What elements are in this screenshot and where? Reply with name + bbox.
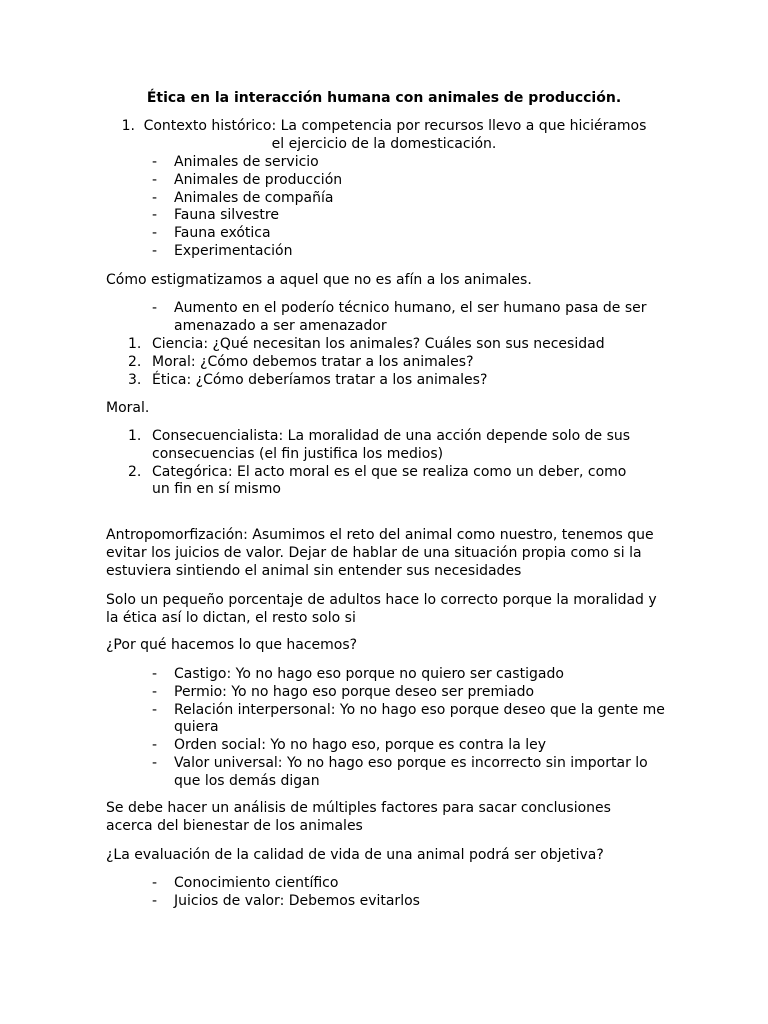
list-item: - Conocimiento científico — [150, 875, 670, 893]
list-number: 1. — [128, 428, 142, 444]
paragraph-stigma: Cómo estigmatizamos a aquel que no es afín a los animales. — [106, 272, 532, 288]
power-list — [150, 300, 650, 336]
document-title: Ética en la interacción humana con animales de producción. — [146, 90, 622, 106]
evaluation-list — [150, 875, 670, 911]
list-item: - Aumento en el poderío técnico humano, el ser humano pasa de ser amenazado a ser amenazador — [150, 300, 650, 336]
list-item — [128, 372, 668, 390]
list-text: Moral: ¿Cómo debemos tratar a los animales? — [152, 353, 474, 370]
list-item: - Castigo: Yo no hago eso porque no quiero ser castigado — [150, 666, 665, 684]
paragraph-analysis: Se debe hacer un análisis de múltiples factores para sacar conclusiones acerca del bienestar de los animales — [106, 800, 611, 834]
intro-line-1: Contexto histórico: La competencia por recursos llevo a que hiciéramos — [143, 118, 647, 134]
list-item — [128, 428, 648, 464]
list-text: Ciencia: ¿Qué necesitan los animales? Cuáles son sus necesidad — [152, 336, 605, 352]
intro-line-2: el ejercicio de la domesticación. — [271, 135, 497, 152]
list-item — [128, 354, 668, 372]
intro-number: 1. — [121, 118, 135, 134]
animal-types-list — [150, 154, 670, 261]
paragraph-antropomorfizacion: Antropomorfización: Asumimos el reto del animal como nuestro, tenemos que evitar los juicios de valor. Dejar de hablar de una situación propia como si la estuviera sintiendo el animal sin entender sus necesidades — [106, 527, 654, 579]
list-number: 2. — [128, 353, 142, 370]
list-number: 1. — [128, 336, 142, 352]
list-item: - Fauna exótica — [150, 225, 670, 243]
paragraph-moral: Moral. — [106, 400, 150, 416]
intro-item — [0, 118, 768, 154]
list-item: - Orden social: Yo no hago eso, porque es contra la ley — [150, 737, 665, 755]
paragraph-adults: Solo un pequeño porcentaje de adultos hace lo correcto porque la moralidad y la ética así lo dictan, el resto solo si — [106, 592, 657, 626]
moral-types-list — [128, 428, 648, 499]
list-number: 2. — [128, 463, 142, 480]
list-item: - Animales de producción — [150, 172, 670, 190]
reasons-list — [150, 666, 665, 791]
list-number: 3. — [128, 371, 142, 388]
list-item: - Experimentación — [150, 243, 670, 261]
list-text: Categórica: El acto moral es el que se realiza como un deber, como un fin en sí mismo — [152, 463, 627, 498]
list-item: - Fauna silvestre — [150, 207, 670, 225]
list-item: - Animales de servicio — [150, 154, 670, 172]
list-item — [128, 464, 648, 500]
list-item: - Relación interpersonal: Yo no hago eso porque deseo que la gente me quiera — [150, 702, 665, 738]
list-item: - Juicios de valor: Debemos evitarlos — [150, 893, 670, 911]
list-item: - Permio: Yo no hago eso porque deseo ser premiado — [150, 684, 665, 702]
questions-list — [128, 336, 668, 389]
list-item: - Valor universal: Yo no hago eso porque es incorrecto sin importar lo que los demás digan — [150, 755, 665, 791]
list-text: Ética: ¿Cómo deberíamos tratar a los animales? — [152, 371, 488, 388]
paragraph-evaluation: ¿La evaluación de la calidad de vida de una animal podrá ser objetiva? — [106, 847, 604, 863]
list-item — [128, 336, 668, 354]
list-text: Consecuencialista: La moralidad de una acción depende solo de sus consecuencias (el fin justifica los medios) — [152, 428, 631, 462]
paragraph-why: ¿Por qué hacemos lo que hacemos? — [106, 637, 358, 653]
list-item: - Animales de compañía — [150, 190, 670, 208]
